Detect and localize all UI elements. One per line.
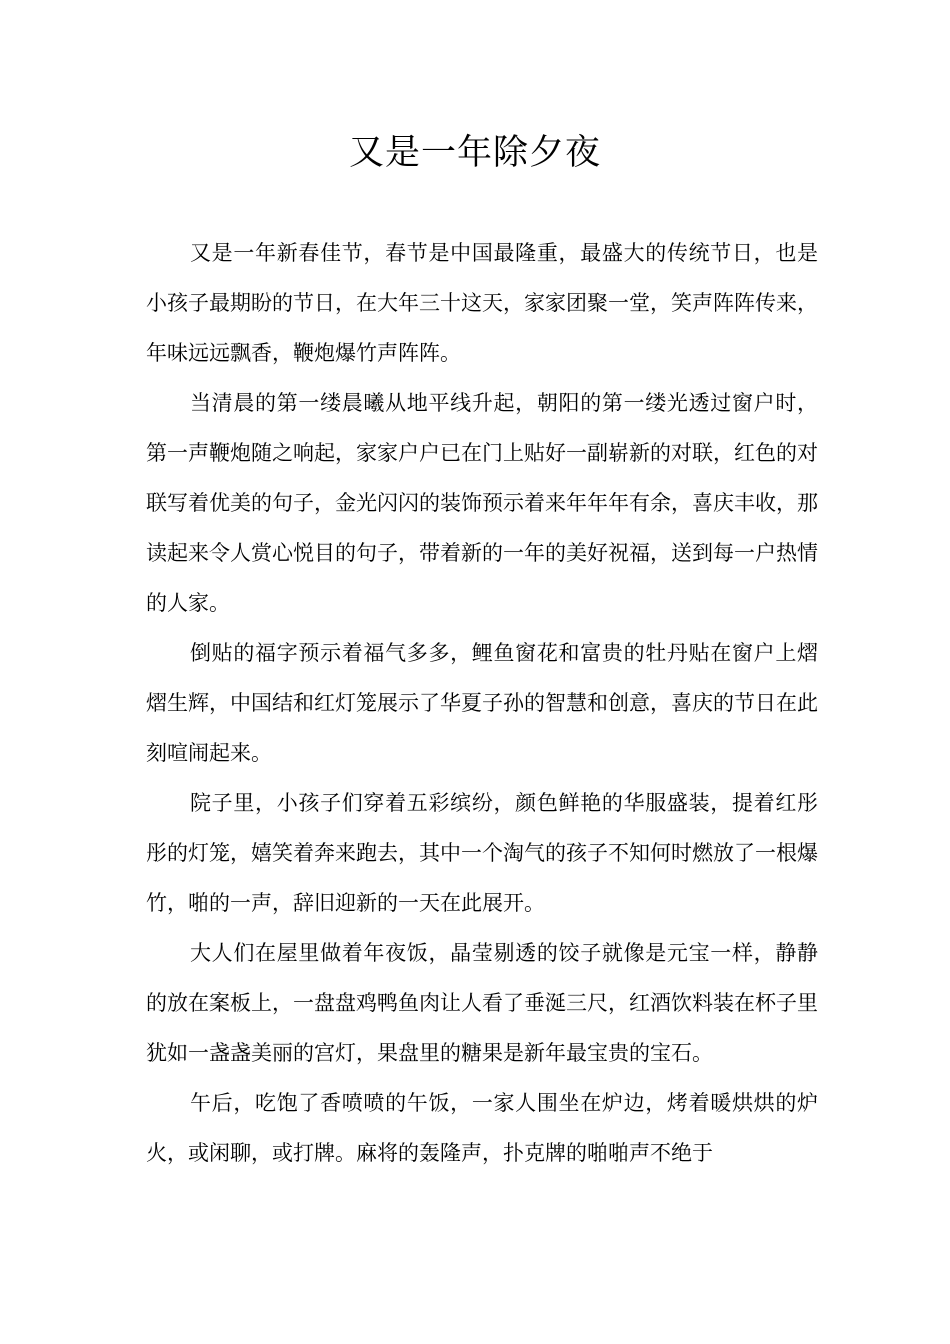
paragraph: 院子里，小孩子们穿着五彩缤纷，颜色鲜艳的华服盛装，提着红彤彤的灯笼，嬉笑着奔来跑去，其中一个淘气的孩子不知何时燃放了一根爆竹，啪的一声，辞旧迎新的一天在此展开。: [146, 791, 818, 915]
paragraph: 倒贴的福字预示着福气多多，鲤鱼窗花和富贵的牡丹贴在窗户上熠熠生辉，中国结和红灯笼展示了华夏子孙的智慧和创意，喜庆的节日在此刻喧闹起来。: [146, 641, 818, 765]
page-title: 又是一年除夕夜: [348, 133, 601, 173]
paragraph: 午后，吃饱了香喷喷的午饭，一家人围坐在炉边，烤着暖烘烘的炉火，或闲聊，或打牌。麻将的轰隆声，扑克牌的啪啪声不绝于: [146, 1091, 818, 1165]
paragraph: 大人们在屋里做着年夜饭，晶莹剔透的饺子就像是元宝一样，静静的放在案板上，一盘盘鸡鸭鱼肉让人看了垂涎三尺，红酒饮料装在杯子里犹如一盏盏美丽的宫灯，果盘里的糖果是新年最宝贵的宝石。: [146, 941, 818, 1065]
paragraph: 又是一年新春佳节，春节是中国最隆重，最盛大的传统节日，也是小孩子最期盼的节日，在大年三十这天，家家团聚一堂，笑声阵阵传来，年味远远飘香，鞭炮爆竹声阵阵。: [146, 241, 818, 365]
paragraph: 当清晨的第一缕晨曦从地平线升起，朝阳的第一缕光透过窗户时，第一声鞭炮随之响起，家家户户已在门上贴好一副崭新的对联，红色的对联写着优美的句子，金光闪闪的装饰预示着来年年年有余，喜庆丰收，那读起来令人赏心悦目的句子，带着新的一年的美好祝福，送到每一户热情的人家。: [146, 391, 818, 615]
article-body: [146, 228, 818, 1178]
